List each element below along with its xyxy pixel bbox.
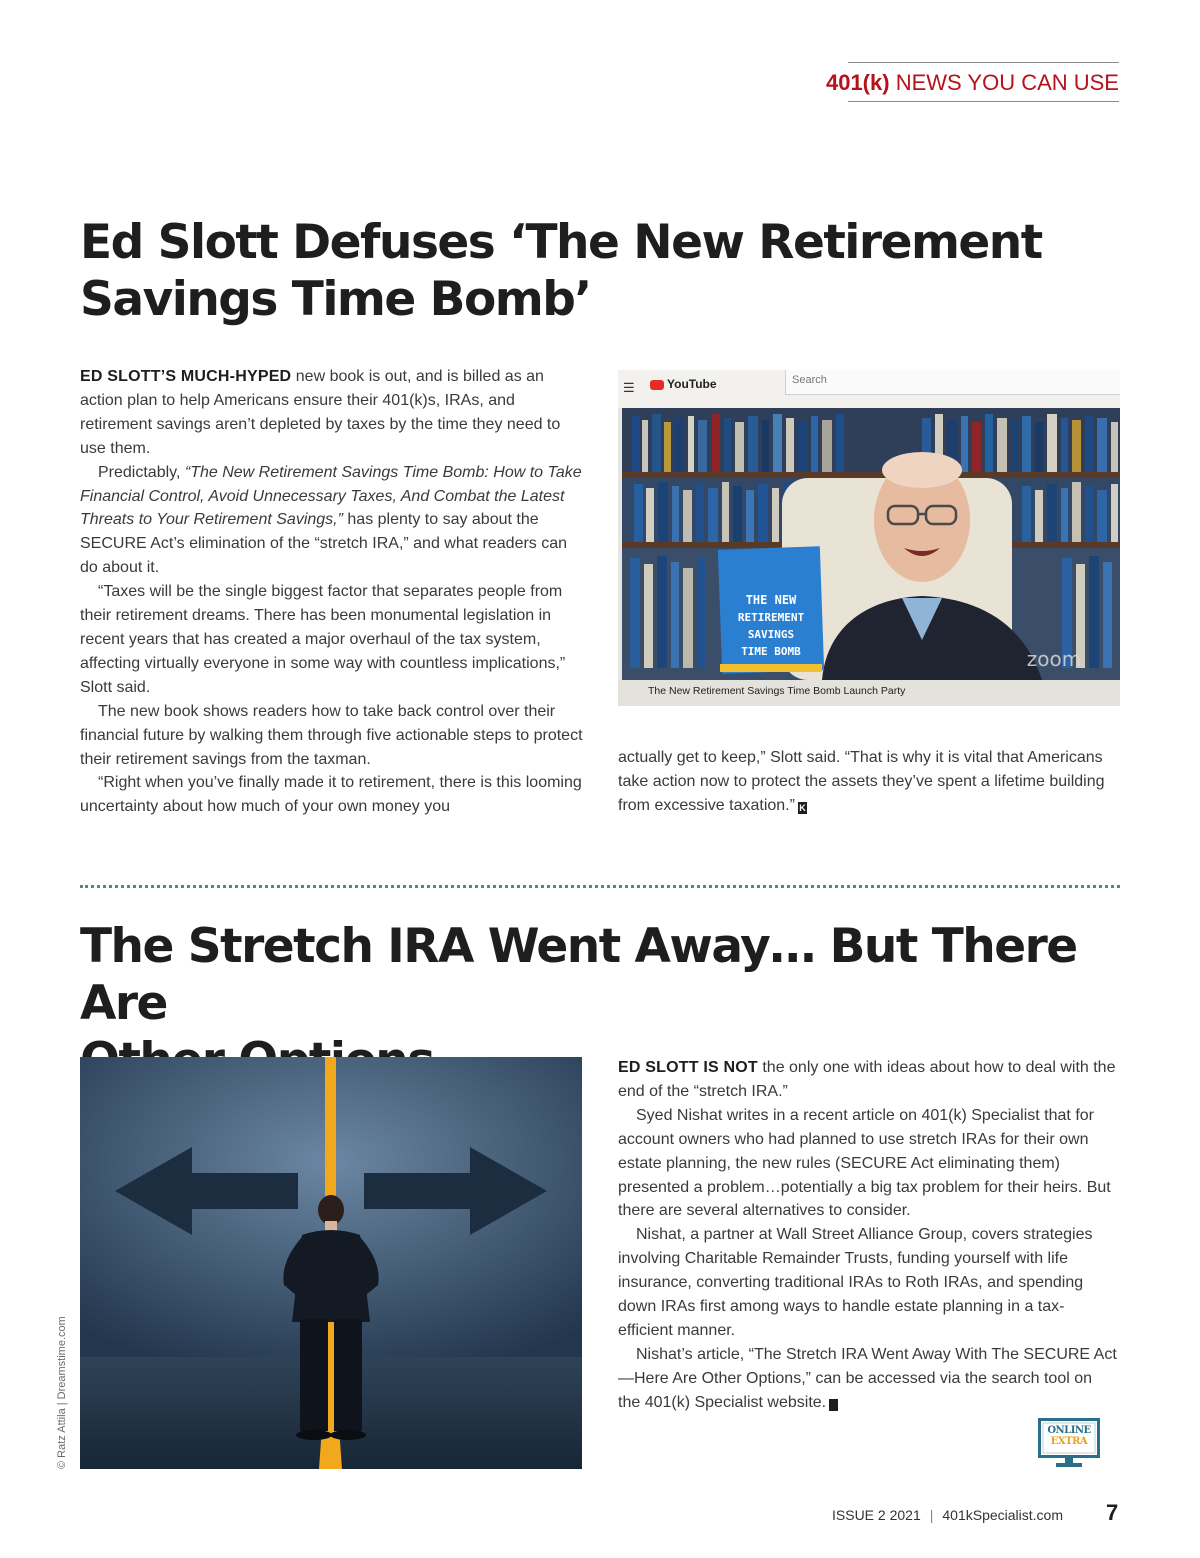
article2-headline-line1: The Stretch IRA Went Away… But There Are bbox=[80, 919, 1077, 1031]
article2-column bbox=[618, 1056, 1118, 1415]
website-label: 401kSpecialist.com bbox=[942, 1507, 1063, 1523]
youtube-search-placeholder: Search bbox=[792, 374, 827, 386]
article1-p5-end: actually get to keep,” Slott said. “That is why it is vital that Americans take action now to protect the assets they’ve spent a lifetime building from excessive taxation.” bbox=[618, 749, 1105, 814]
book-cover-line2: RETIREMENT bbox=[737, 611, 805, 624]
hamburger-menu-icon: ☰ bbox=[623, 380, 635, 395]
page-number: 7 bbox=[1106, 1500, 1119, 1525]
end-of-article-icon: K bbox=[829, 1399, 838, 1411]
article2-lead: ED SLOTT IS NOT bbox=[618, 1059, 758, 1076]
article1-paragraph-5-continued bbox=[618, 746, 1118, 818]
section-header-text bbox=[826, 70, 1119, 96]
video-caption-strip bbox=[618, 680, 1120, 706]
section-name: NEWS YOU CAN USE bbox=[895, 70, 1119, 95]
end-of-article-icon: K bbox=[799, 802, 806, 813]
page-footer bbox=[832, 1507, 1063, 1523]
online-extra-badge[interactable] bbox=[1038, 1418, 1102, 1470]
article1-headline-line2: Savings Time Bomb’ bbox=[80, 272, 591, 327]
article1-headline-line1: Ed Slott Defuses ‘The New Retirement bbox=[80, 215, 1042, 270]
book-cover-line3: SAVINGS bbox=[747, 628, 795, 641]
article1-paragraph-5: “Right when you’ve finally made it to retirement, there is this looming uncertainty about how much of your own money you bbox=[80, 774, 582, 816]
article2-paragraph-4 bbox=[618, 1343, 1118, 1415]
online-extra-line2: EXTRA bbox=[1050, 1436, 1088, 1447]
crossroads-illustration bbox=[80, 1057, 582, 1469]
article1-paragraph-2 bbox=[80, 461, 585, 581]
article1-p2-end: has plenty to say about the SECURE Act’s elimination of the “stretch IRA,” and what readers can do about it. bbox=[80, 511, 568, 577]
article1-paragraph-1 bbox=[80, 365, 585, 461]
article2-paragraph-3: Nishat, a partner at Wall Street Alliance Group, covers strategies involving Charitable Remainder Trusts, funding yourself with life insurance, converting traditional IRAs to Roth IRAs, and spending down IRAs first among ways to handle estate planning in a tax-efficient manner. bbox=[618, 1226, 1093, 1339]
book-cover-line4: TIME BOMB bbox=[741, 645, 801, 658]
youtube-logo: YouTube bbox=[667, 377, 717, 391]
photo-credit: © Ratz Attila | Dreamstime.com bbox=[56, 1316, 68, 1469]
footer-separator: | bbox=[929, 1507, 934, 1523]
article1-lead: ED SLOTT’S MUCH-HYPED bbox=[80, 368, 292, 385]
article2-p4-text: Nishat’s article, “The Stretch IRA Went Away With The SECURE Act—Here Are Other Options,” can be accessed via the search tool on the 401(k) Specialist website. bbox=[618, 1345, 1117, 1411]
online-extra-line1: ONLINE bbox=[1047, 1425, 1091, 1436]
article2-paragraph-2: Syed Nishat writes in a recent article on 401(k) Specialist that for account owners who had planned to use stretch IRAs for their own estate planning, the new rules (SECURE Act eliminating them) presented a problem…potentially a big tax problem for their heirs. But there are several alternatives to consider. bbox=[618, 1106, 1111, 1220]
article1-headline bbox=[80, 214, 1120, 328]
section-divider bbox=[80, 885, 1120, 888]
section-brand: 401(k) bbox=[825, 70, 890, 95]
book-cover-line1: THE NEW bbox=[745, 593, 797, 607]
article1-paragraph-4: The new book shows readers how to take back control over their financial future by walking them through five actionable steps to protect their retirement savings from the taxman. bbox=[80, 702, 583, 768]
article1-p1-text: new book is out, and is billed as an action plan to help Americans ensure their 401(k)s, IRAs, and retirement savings aren’t depleted by taxes by the time they need to use them. bbox=[80, 368, 561, 457]
section-header bbox=[825, 62, 1119, 102]
video-screenshot bbox=[618, 370, 1120, 706]
article1-column-left bbox=[80, 365, 585, 819]
youtube-toolbar bbox=[618, 370, 1120, 408]
issue-label: ISSUE 2 2021 bbox=[832, 1507, 921, 1523]
video-caption: The New Retirement Savings Time Bomb Launch Party bbox=[648, 685, 906, 697]
youtube-play-icon bbox=[650, 380, 664, 390]
article1-paragraph-3: “Taxes will be the single biggest factor that separates people from their retirement dreams. There has been monumental legislation in recent years that has created a major overhaul of the tax system, affecting virtually everyone in some way with countless implications,” Slott said. bbox=[80, 583, 566, 696]
youtube-search-box bbox=[785, 370, 1120, 395]
book-title: “The New Retirement Savings Time Bomb: How to Take Financial Control, Avoid Unnecessary Taxes, And Combat the Latest Threats to Your Retirement Savings,” bbox=[80, 463, 582, 529]
article2-paragraph-1 bbox=[618, 1056, 1118, 1104]
article1-p2-start: Predictably, bbox=[98, 463, 181, 481]
businessman-crossroads-photo bbox=[80, 1057, 582, 1469]
video-frame bbox=[622, 408, 1120, 680]
article2-p1-text: the only one with ideas about how to deal with the end of the “stretch IRA.” bbox=[618, 1059, 1116, 1100]
video-scene-illustration bbox=[622, 408, 1120, 680]
article1-column-right bbox=[618, 746, 1118, 818]
zoom-watermark: zoom bbox=[1026, 647, 1082, 671]
